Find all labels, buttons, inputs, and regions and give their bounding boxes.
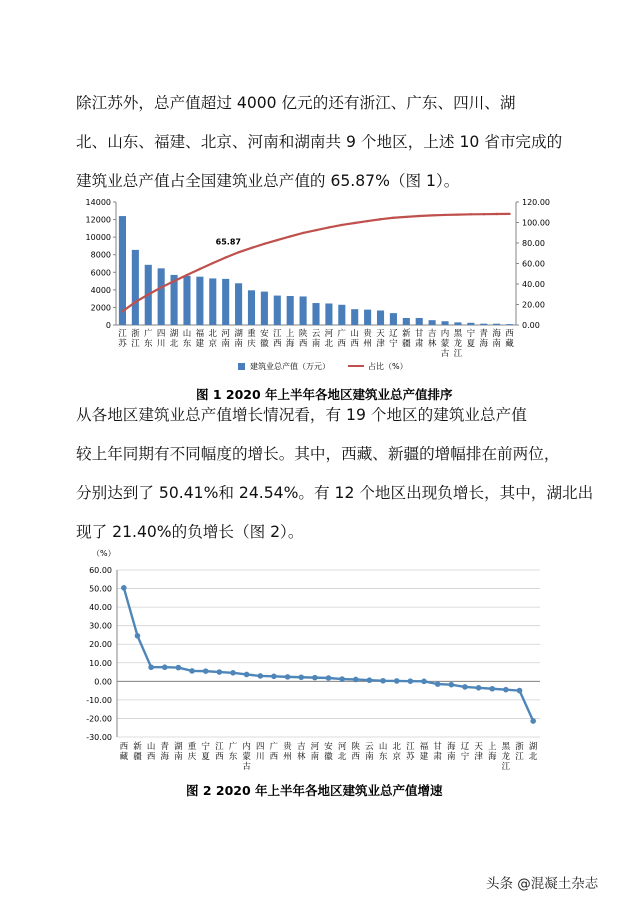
category-label: 湖南 xyxy=(234,329,243,349)
bar-甘肃 xyxy=(416,318,423,325)
category-label: 西藏 xyxy=(505,329,514,349)
legend-swatch-bars xyxy=(238,363,245,370)
category-label: 海南 xyxy=(447,742,456,762)
paragraph-1 xyxy=(76,84,576,201)
category-label: 河北 xyxy=(337,742,347,762)
growth-point-青海 xyxy=(162,664,168,670)
category-label: 江西 xyxy=(215,742,224,762)
share-point xyxy=(379,218,381,220)
category-label: 福建 xyxy=(195,329,205,349)
category-label: 海南 xyxy=(492,329,501,349)
paragraph-line: 从各地区建筑业总产值增长情况看，有 19 个地区的建筑业总产值 xyxy=(76,406,527,424)
growth-point-黑龙江 xyxy=(503,687,509,693)
category-label: 天津 xyxy=(376,329,385,349)
category-label: 上海 xyxy=(285,329,295,349)
growth-point-广西 xyxy=(271,674,277,680)
growth-point-陕西 xyxy=(353,677,359,683)
category-label: 重庆 xyxy=(247,329,256,349)
bar-北京 xyxy=(209,278,216,325)
category-label: 辽宁 xyxy=(389,329,398,349)
growth-point-河北 xyxy=(339,676,345,682)
paragraph-line: 分别达到了 50.41%和 24.54%。有 12 个地区出现负增长，其中，湖北出 xyxy=(76,484,594,502)
bar-内蒙古 xyxy=(441,321,448,325)
paragraph-line: 现了 21.40%的负增长（图 2）。 xyxy=(76,523,304,541)
y-tick-label: 40.00 xyxy=(89,603,112,613)
category-label: 陕西 xyxy=(351,742,361,762)
growth-point-重庆 xyxy=(189,668,195,674)
y-tick-label-left: 10000 xyxy=(85,233,111,243)
annotation-label: 65.87 xyxy=(215,237,241,247)
growth-point-湖南 xyxy=(176,665,182,671)
bar-山西 xyxy=(351,309,358,325)
growth-point-海南 xyxy=(449,682,455,688)
growth-point-山东 xyxy=(380,678,386,684)
y-tick-label-left: 6000 xyxy=(90,268,111,278)
bar-云南 xyxy=(312,303,319,325)
category-label: 湖北 xyxy=(528,742,538,762)
category-label: 福建 xyxy=(419,742,429,762)
paragraph-line: 除江苏外，总产值超过 4000 亿元的还有浙江、广东、四川、湖 xyxy=(76,94,516,112)
paragraph-line: 较上年同期有不同幅度的增长。其中，西藏、新疆的增幅排在前两位， xyxy=(76,445,560,463)
y-tick-label-right: 80.00 xyxy=(522,239,545,248)
category-label: 四川 xyxy=(156,329,166,349)
share-point xyxy=(483,213,485,215)
growth-point-山西 xyxy=(148,664,154,670)
category-label: 安徽 xyxy=(260,329,269,349)
category-label: 吉林 xyxy=(427,329,437,349)
category-label: 宁夏 xyxy=(201,742,210,762)
category-label: 贵州 xyxy=(363,329,372,349)
category-label: 河南 xyxy=(221,329,230,349)
legend-label-line: 占比（%） xyxy=(368,362,408,371)
category-label: 宁夏 xyxy=(466,329,476,349)
growth-point-广东 xyxy=(230,670,236,676)
share-point xyxy=(212,262,214,264)
category-label: 山东 xyxy=(378,742,388,762)
category-label: 北京 xyxy=(392,742,401,762)
y-tick-label: -20.00 xyxy=(86,714,112,724)
bar-河北 xyxy=(325,303,332,325)
category-label: 山东 xyxy=(182,329,192,349)
y-tick-label-right: 100.00 xyxy=(522,218,550,228)
category-label: 广东 xyxy=(144,329,153,349)
bar-山东 xyxy=(183,276,190,325)
share-point xyxy=(147,293,149,295)
bar-宁夏 xyxy=(467,323,474,325)
category-label: 山西 xyxy=(350,329,359,349)
category-label: 湖南 xyxy=(174,742,183,762)
share-point xyxy=(237,251,239,253)
share-line xyxy=(122,214,509,312)
bar-福建 xyxy=(196,277,203,325)
y-tick-label-right: 120.00 xyxy=(522,198,550,207)
paragraph-line: 建筑业总产值占全国建筑业总产值的 65.87%（图 1）。 xyxy=(76,172,460,190)
bar-重庆 xyxy=(248,290,255,325)
growth-point-贵州 xyxy=(285,674,291,680)
category-label: 上海 xyxy=(487,742,497,762)
growth-point-甘肃 xyxy=(435,681,441,687)
y-tick-label-right: 0.00 xyxy=(522,321,540,330)
share-point xyxy=(366,220,368,222)
growth-line xyxy=(124,588,533,721)
category-label: 陕西 xyxy=(298,329,308,349)
growth-point-河南 xyxy=(312,675,318,681)
category-label: 新疆 xyxy=(402,329,411,349)
share-point xyxy=(495,213,497,215)
bar-陕西 xyxy=(300,296,307,325)
share-point xyxy=(160,286,162,288)
share-point xyxy=(276,239,278,241)
paragraph-line: 北、山东、福建、北京、河南和湖南共 9 个地区，上述 10 省市完成的 xyxy=(76,133,563,151)
growth-point-浙江 xyxy=(517,688,523,694)
growth-point-云南 xyxy=(367,677,373,683)
category-label: 吉林 xyxy=(296,742,306,762)
category-label: 天津 xyxy=(474,742,483,762)
category-label: 重庆 xyxy=(187,742,197,762)
growth-point-北京 xyxy=(394,678,400,684)
category-label: 河南 xyxy=(310,742,320,762)
bar-黑龙江 xyxy=(454,322,461,325)
y-tick-label: 20.00 xyxy=(89,640,112,650)
y-tick-label-left: 2000 xyxy=(90,303,111,313)
share-point xyxy=(444,214,446,216)
bar-新疆 xyxy=(403,318,410,325)
category-label: 青海 xyxy=(479,329,488,349)
category-label: 青海 xyxy=(160,742,170,762)
share-point xyxy=(250,247,252,249)
share-point xyxy=(289,235,291,237)
growth-point-江苏 xyxy=(408,678,414,684)
category-label: 内蒙古 xyxy=(242,742,251,772)
y-tick-label: 60.00 xyxy=(89,566,112,575)
growth-point-安徽 xyxy=(326,675,332,681)
category-label: 甘肃 xyxy=(433,742,442,762)
growth-point-江西 xyxy=(217,669,223,675)
category-label: 江西 xyxy=(273,329,282,349)
share-point xyxy=(508,213,510,215)
category-label: 浙江 xyxy=(515,742,524,762)
share-point xyxy=(405,216,407,218)
category-label: 江苏 xyxy=(118,329,127,349)
category-label: 黑龙江 xyxy=(453,329,463,359)
bar-广西 xyxy=(338,305,345,325)
growth-point-四川 xyxy=(257,673,263,679)
share-point xyxy=(328,226,330,228)
bar-江西 xyxy=(274,296,281,325)
growth-point-宁夏 xyxy=(203,668,209,674)
y-tick-label-right: 40.00 xyxy=(522,280,545,289)
share-point xyxy=(302,232,304,234)
share-point xyxy=(457,213,459,215)
growth-line-chart xyxy=(0,545,640,777)
category-label: 西藏 xyxy=(119,742,129,762)
bar-辽宁 xyxy=(390,313,397,325)
bar-line-chart xyxy=(0,192,640,377)
growth-point-福建 xyxy=(421,679,427,685)
y-tick-label-right: 20.00 xyxy=(522,300,545,310)
category-label: 四川 xyxy=(256,742,265,762)
y-unit-label: （%） xyxy=(92,549,116,558)
category-label: 广西 xyxy=(337,329,347,349)
watermark: 头条 @混凝土杂志 xyxy=(486,876,599,892)
y-tick-label: -10.00 xyxy=(86,695,112,705)
bar-四川 xyxy=(158,268,165,325)
category-label: 山西 xyxy=(146,742,156,762)
share-point xyxy=(470,213,472,215)
y-tick-label-right: 60.00 xyxy=(522,259,545,269)
growth-point-辽宁 xyxy=(462,684,468,690)
legend-label-bars: 建筑业总产值（万元） xyxy=(250,362,330,371)
growth-point-新疆 xyxy=(135,633,141,639)
share-point xyxy=(199,268,201,270)
category-label: 辽宁 xyxy=(460,742,470,762)
growth-point-上海 xyxy=(489,686,495,692)
growth-point-天津 xyxy=(476,685,482,691)
category-label: 广西 xyxy=(269,742,279,762)
share-point xyxy=(121,310,123,312)
share-point xyxy=(134,301,136,303)
share-point xyxy=(431,214,433,216)
paragraph-2 xyxy=(76,396,594,552)
bar-海南 xyxy=(493,324,500,325)
category-label: 贵州 xyxy=(283,742,292,762)
bar-上海 xyxy=(287,296,294,325)
category-label: 黑龙江 xyxy=(501,742,511,772)
bar-天津 xyxy=(377,311,384,325)
y-tick-label-left: 14000 xyxy=(85,198,111,207)
bar-吉林 xyxy=(429,320,436,325)
category-label: 河北 xyxy=(324,329,334,349)
bar-浙江 xyxy=(132,250,139,325)
share-point xyxy=(418,215,420,217)
share-point xyxy=(173,280,175,282)
y-tick-label-left: 8000 xyxy=(90,250,111,260)
y-tick-label: 10.00 xyxy=(89,658,112,668)
category-label: 江苏 xyxy=(406,742,415,762)
category-label: 广东 xyxy=(228,742,238,762)
share-point xyxy=(315,229,317,231)
category-label: 新疆 xyxy=(133,742,142,762)
y-tick-label: 0.00 xyxy=(94,677,112,687)
category-label: 浙江 xyxy=(131,329,140,349)
figure-2-caption: 图 2 2020 年上半年各地区建筑业总产值增速 xyxy=(186,783,443,798)
share-point xyxy=(263,243,265,245)
share-point xyxy=(354,222,356,224)
y-tick-label: 50.00 xyxy=(89,584,112,594)
category-label: 云南 xyxy=(365,742,374,762)
growth-point-湖北 xyxy=(530,718,536,724)
y-tick-label-left: 4000 xyxy=(90,285,111,295)
category-label: 甘肃 xyxy=(414,329,424,349)
category-label: 云南 xyxy=(311,329,321,349)
bar-安徽 xyxy=(261,292,268,325)
bar-湖南 xyxy=(235,283,242,325)
growth-point-西藏 xyxy=(121,585,127,591)
y-tick-label-left: 0 xyxy=(105,321,111,330)
share-point xyxy=(341,224,343,226)
category-label: 安徽 xyxy=(324,742,333,762)
category-label: 北京 xyxy=(208,329,218,349)
y-tick-label-left: 12000 xyxy=(85,215,111,225)
category-label: 湖北 xyxy=(169,329,179,349)
y-tick-label: 30.00 xyxy=(89,621,112,631)
y-tick-label: -30.00 xyxy=(86,733,112,742)
growth-point-内蒙古 xyxy=(244,672,250,678)
share-point xyxy=(186,274,188,276)
share-point xyxy=(224,256,226,258)
figure-1-caption: 图 1 2020 年上半年各地区建筑业总产值排序 xyxy=(196,387,453,402)
bar-河南 xyxy=(222,279,229,325)
share-point xyxy=(392,217,394,219)
bar-青海 xyxy=(480,324,487,325)
category-label: 内蒙古 xyxy=(440,329,450,359)
bar-贵州 xyxy=(364,310,371,325)
bar-西藏 xyxy=(506,324,513,325)
growth-point-吉林 xyxy=(298,674,304,680)
